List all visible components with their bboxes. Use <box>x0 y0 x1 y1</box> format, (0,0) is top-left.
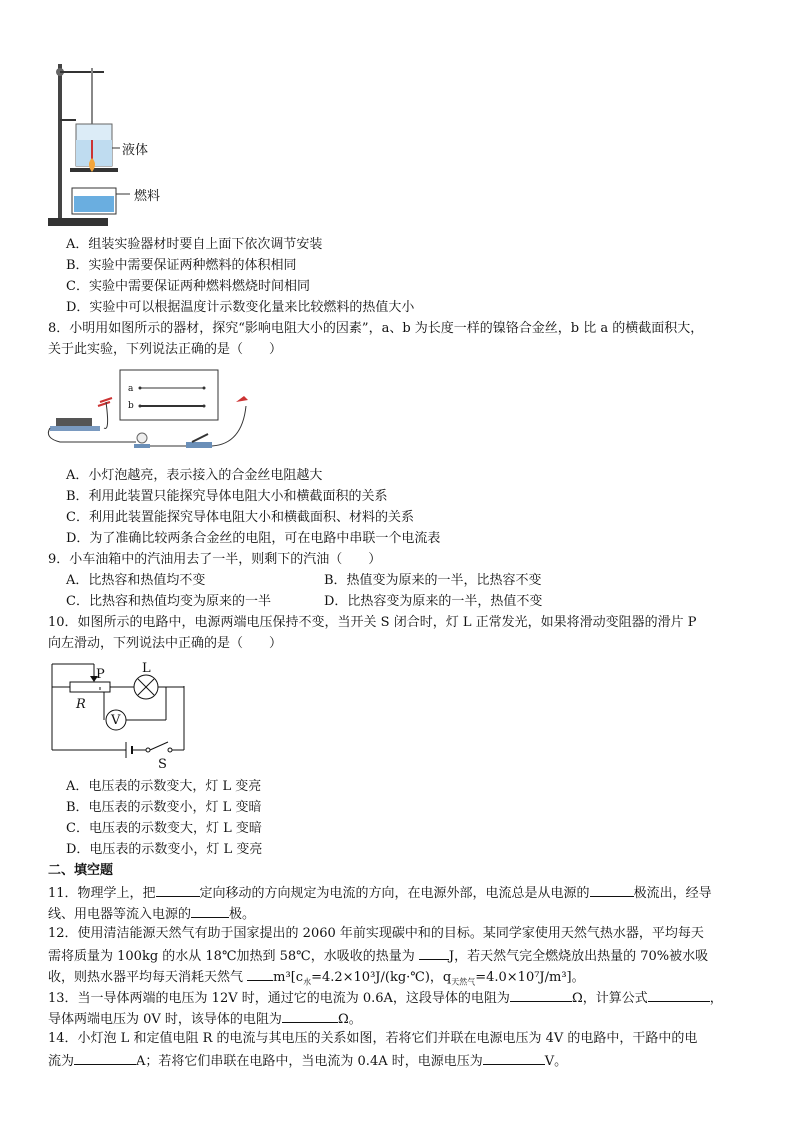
fuel-label: 燃料 <box>134 189 161 204</box>
q13-text-1b: Ω，计算公式 <box>571 991 648 1006</box>
q11-text-2: 定向移动的方向规定为电流的方向，在电源外部，电流总是从电源的 <box>199 886 590 901</box>
q12-line1: 12．使用清洁能源天然气有助于国家提出的 2060 年前实现碳中和的目标。某同学家使用天然气热水器，平均每天 <box>48 926 704 941</box>
q7-option-c[interactable]: C．实验中需要保证两种燃料燃烧时间相同 <box>66 279 310 294</box>
switch-label: S <box>158 757 167 772</box>
q13-blank-resistance-0v[interactable] <box>282 1009 338 1023</box>
q14-blank-current[interactable] <box>74 1051 136 1065</box>
q8-stem-line1: 8．小明用如图所示的器材，探究“影响电阻大小的因素”，a、b 为长度一样的镍铬合金丝，b 比 a 的横截面积大， <box>48 321 704 336</box>
q13-text-1a: 13．当一导体两端的电压为 12V 时，通过它的电流为 0.6A，这段导体的电阻为 <box>48 991 510 1006</box>
circuit-figure <box>46 658 192 772</box>
q13-line1 <box>48 988 723 1008</box>
q7-option-a[interactable]: A．组装实验器材时要自上面下依次调节安装 <box>66 237 323 252</box>
q10-option-b[interactable]: B．电压表的示数变小，灯 L 变暗 <box>66 800 262 815</box>
q12-sub-water: 水 <box>303 977 312 987</box>
q12-text-3d: =4.2×10³J/(kg·℃)，q <box>311 970 452 985</box>
q14-blank-voltage[interactable] <box>483 1051 545 1065</box>
q11-text-4: 线、用电器等流入电源的 <box>48 907 192 922</box>
q12-sub-gas: 天然气 <box>451 977 476 987</box>
q12-text-3f: =4.0×10⁷J/m³]。 <box>475 970 585 985</box>
q7-option-d[interactable]: D．实验中可以根据温度计示数变化量来比较燃料的热值大小 <box>66 300 415 315</box>
q8-option-d[interactable]: D．为了准确比较两条合金丝的电阻，可在电路中串联一个电流表 <box>66 531 441 546</box>
q13-line2 <box>48 1009 362 1029</box>
q9-stem: 9．小车油箱中的汽油用去了一半，则剩下的汽油（ ） <box>48 552 382 567</box>
q9-option-b[interactable]: B．热值变为原来的一半，比热容不变 <box>324 573 542 588</box>
q10-option-c[interactable]: C．电压表的示数变大，灯 L 变暗 <box>66 821 262 836</box>
q10-option-a[interactable]: A．电压表的示数变大，灯 L 变亮 <box>66 779 262 794</box>
q8-option-c[interactable]: C．利用此装置能探究导体电阻大小和横截面积、材料的关系 <box>66 510 414 525</box>
q13-text-1c: ， <box>709 991 723 1006</box>
slider-label: P <box>96 667 105 682</box>
q11-text-1: 11．物理学上，把 <box>48 886 156 901</box>
q14-text-2c: V。 <box>544 1054 568 1069</box>
q11-blank-1[interactable] <box>156 883 200 897</box>
q12-blank-volume[interactable] <box>247 967 273 981</box>
q10-stem-line2: 向左滑动，下列说法中正确的是（ ） <box>48 636 283 651</box>
q11-text-3: 极流出，经导 <box>633 886 712 901</box>
q11-line2 <box>48 904 255 924</box>
q12-text-3a: 收，则热水器平均每天消耗天然气 <box>48 970 244 985</box>
q12-text-2b: J，若天然气完全燃烧放出热量的 70%被水吸 <box>448 949 709 964</box>
q14-text-2b: A；若将它们串联在电路中，当电流为 0.4A 时，电源电压为 <box>136 1054 483 1069</box>
q12-line2 <box>48 946 708 966</box>
q11-text-5: 极。 <box>229 907 256 922</box>
voltmeter-label: V <box>111 713 121 728</box>
q9-option-c[interactable]: C．比热容和热值均变为原来的一半 <box>66 594 271 609</box>
q9-option-d[interactable]: D．比热容变为原来的一半，热值不变 <box>324 594 543 609</box>
q11-line1 <box>48 883 712 903</box>
q12-text-3b: m³[c <box>273 970 304 985</box>
q8-option-a[interactable]: A．小灯泡越亮，表示接入的合金丝电阻越大 <box>66 468 323 483</box>
q14-line2 <box>48 1051 567 1071</box>
q13-text-2b: Ω。 <box>337 1012 362 1027</box>
q12-blank-heat[interactable] <box>419 946 449 960</box>
rheostat-label: R <box>76 697 86 712</box>
q14-text-2a: 流为 <box>48 1054 75 1069</box>
section-heading-fill-in: 二、填空题 <box>48 863 114 878</box>
resistance-wire-figure <box>46 366 266 458</box>
wire-a-label: a <box>128 384 134 394</box>
q8-stem-line2: 关于此实验，下列说法正确的是（ ） <box>48 342 283 357</box>
q10-option-d[interactable]: D．电压表的示数变小，灯 L 变亮 <box>66 842 263 857</box>
liquid-label: 液体 <box>122 143 149 158</box>
q8-option-b[interactable]: B．利用此装置只能探究导体电阻大小和横截面积的关系 <box>66 489 388 504</box>
q13-text-2a: 导体两端电压为 0V 时，该导体的电阻为 <box>48 1012 282 1027</box>
lamp-label: L <box>142 661 151 676</box>
wire-b-label: b <box>128 401 134 411</box>
q14-line1: 14．小灯泡 L 和定值电阻 R 的电流与其电压的关系如图，若将它们并联在电源电压为 4V 的电路中，干路中的电 <box>48 1031 698 1046</box>
q7-option-b[interactable]: B．实验中需要保证两种燃料的体积相同 <box>66 258 297 273</box>
q11-blank-2[interactable] <box>590 883 634 897</box>
q13-blank-formula[interactable] <box>648 988 710 1002</box>
q12-text-2a: 需将质量为 100kg 的水从 18℃加热到 58℃，水吸收的热量为 <box>48 949 415 964</box>
q10-stem-line1: 10．如图所示的电路中，电源两端电压保持不变，当开关 S 闭合时，灯 L 正常发光，如果将滑动变阻器的滑片 P <box>48 615 697 630</box>
heating-apparatus-figure <box>46 60 186 230</box>
q11-blank-3[interactable] <box>191 904 229 918</box>
q9-option-a[interactable]: A．比热容和热值均不变 <box>66 573 206 588</box>
q13-blank-resistance[interactable] <box>510 988 572 1002</box>
